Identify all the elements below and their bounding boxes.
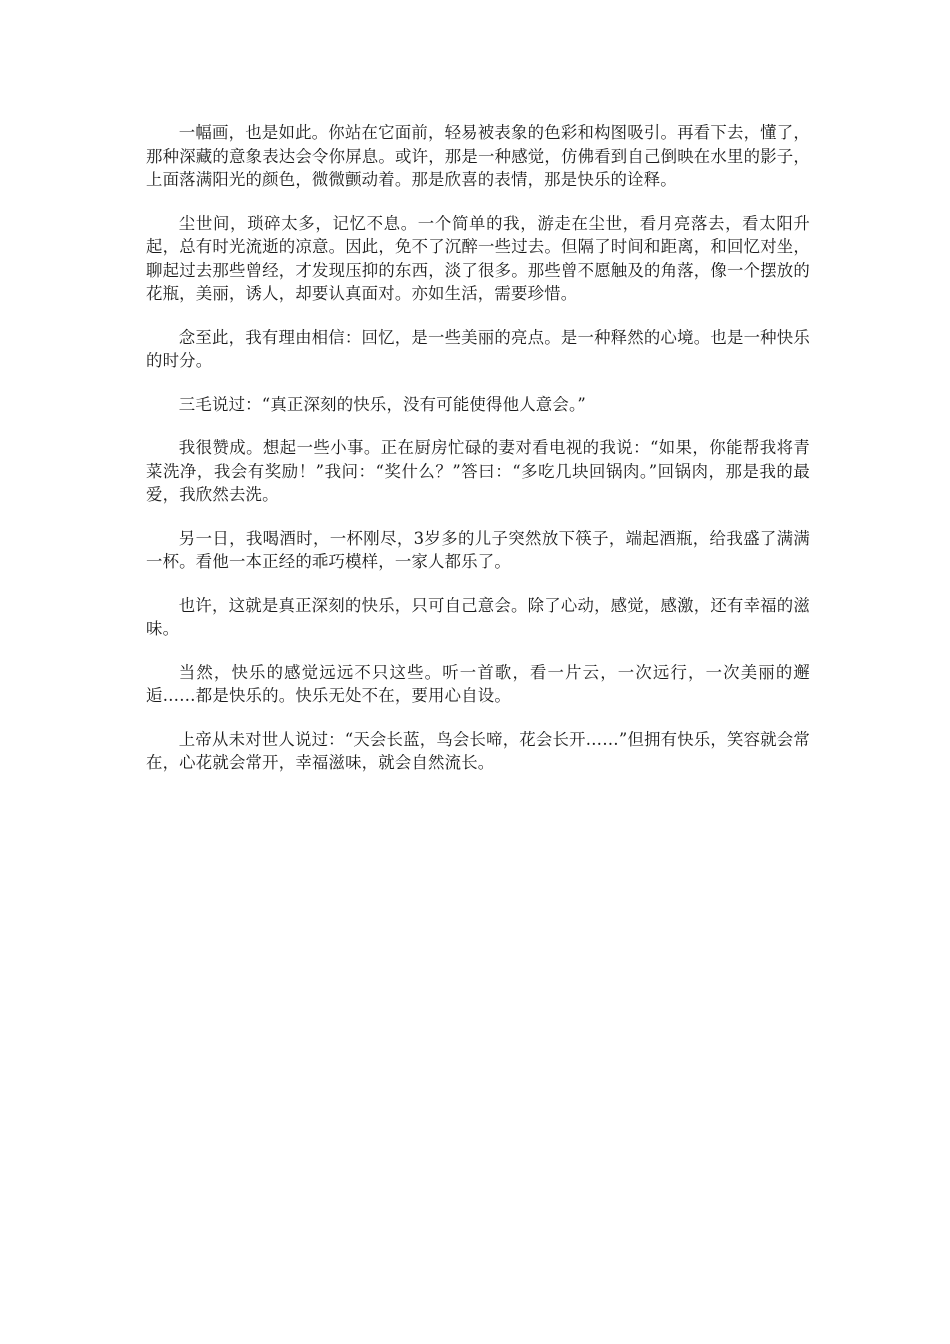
paragraph-son: 另一日，我喝酒时，一杯刚尽，3岁多的儿子突然放下筷子，端起酒瓶，给我盛了满满一杯。看他一本正经的乖巧模样，一家人都乐了。 — [146, 528, 810, 571]
paragraph-world: 尘世间，琐碎太多，记忆不息。一个简单的我，游走在尘世，看月亮落去，看太阳升起，总有时光流逝的凉意。因此，免不了沉醉一些过去。但隔了时间和距离，和回忆对坐，聊起过去那些曾经，才发现压抑的东西，淡了很多。那些曾不愿触及的角落，像一个摆放的花瓶，美丽，诱人，却要认真面对。亦如生活，需要珍惜。 — [146, 213, 810, 303]
paragraph-god: 上帝从未对世人说过：“天会长蓝，鸟会长啼，花会长开……”但拥有快乐，笑容就会常在，心花就会常开，幸福滋味，就会自然流长。 — [146, 729, 810, 772]
paragraph-memory: 念至此，我有理由相信：回忆，是一些美丽的亮点。是一种释然的心境。也是一种快乐的时分。 — [146, 327, 810, 370]
paragraph-kitchen: 我很赞成。想起一些小事。正在厨房忙碌的妻对看电视的我说：“如果，你能帮我将青菜洗净，我会有奖励！”我问：“奖什么？”答曰：“多吃几块回锅肉。”回锅肉，那是我的最爱，我欣然去洗。 — [146, 438, 810, 504]
document-body — [146, 121, 810, 795]
paragraph-everywhere: 当然，快乐的感觉远远不只这些。听一首歌，看一片云，一次远行，一次美丽的邂逅……都是快乐的。快乐无处不在，要用心自设。 — [146, 662, 810, 705]
paragraph-sanmao-quote: 三毛说过：“真正深刻的快乐，没有可能使得他人意会。” — [178, 394, 586, 414]
paragraph-painting: 一幅画，也是如此。你站在它面前，轻易被表象的色彩和构图吸引。再看下去，懂了，那种深藏的意象表达会令你屏息。或许，那是一种感觉，仿佛看到自己倒映在水里的影子，上面落满阳光的颜色，微微颤动着。那是欣喜的表情，那是快乐的诠释。 — [146, 123, 810, 189]
paragraph-true-joy: 也许，这就是真正深刻的快乐，只可自己意会。除了心动，感觉，感激，还有幸福的滋味。 — [146, 595, 810, 638]
